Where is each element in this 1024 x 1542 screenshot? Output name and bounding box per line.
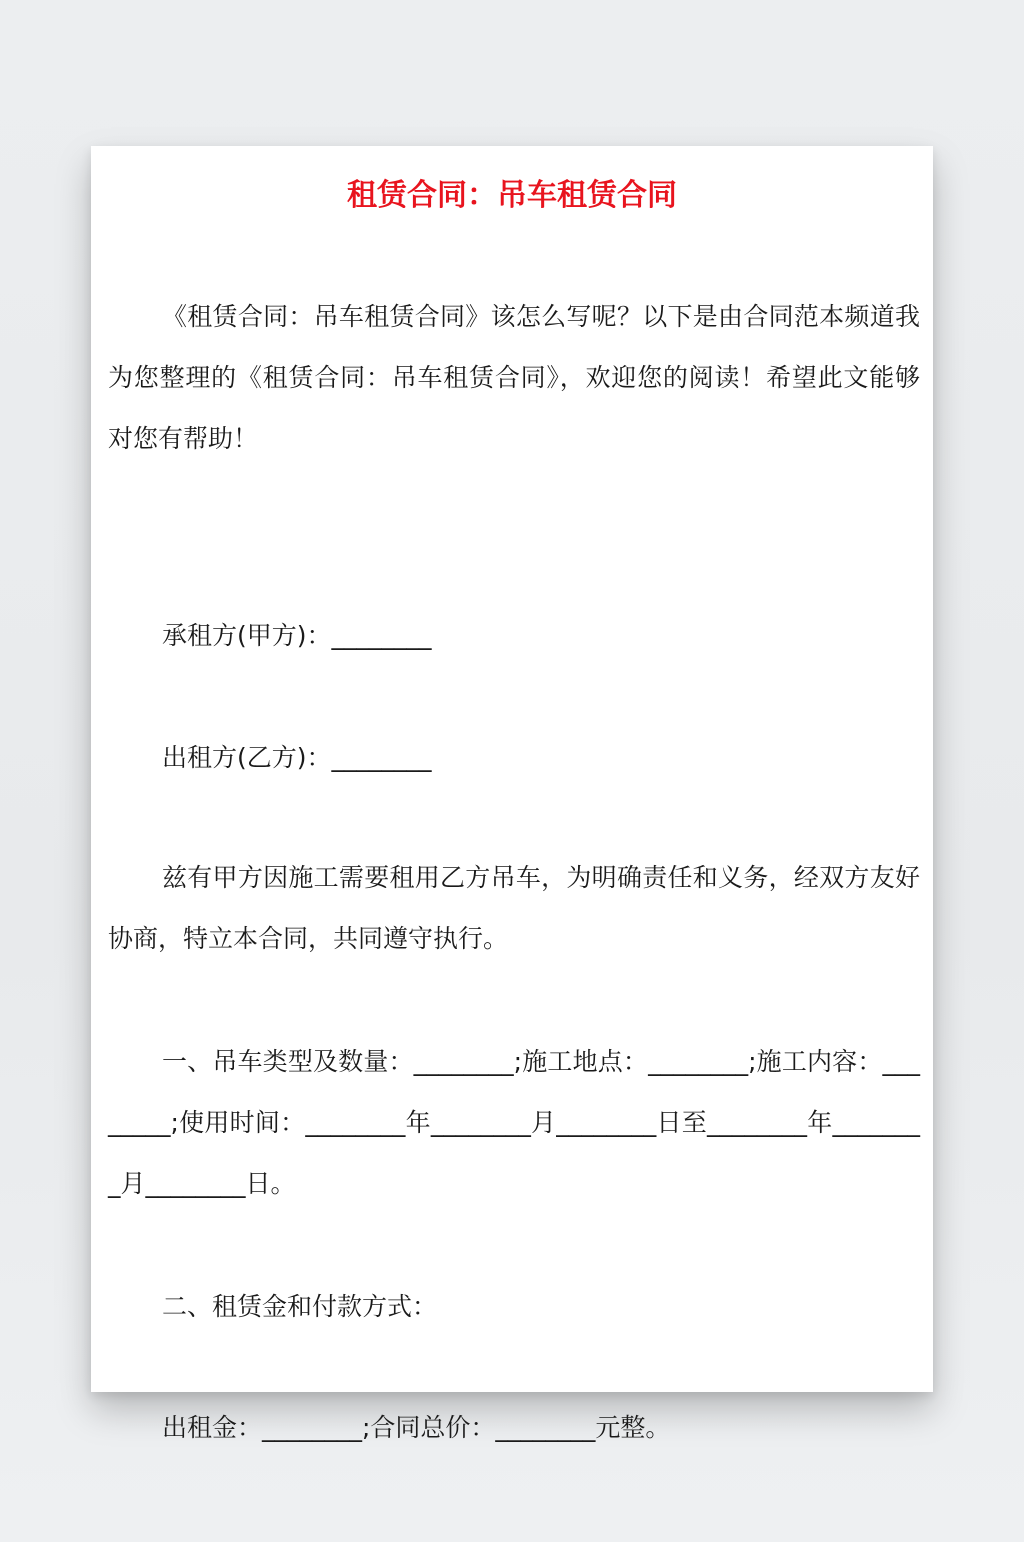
document-page xyxy=(91,146,933,1442)
intro-paragraph: 《租赁合同：吊车租赁合同》该怎么写呢？以下是由合同范本频道我为您整理的《租赁合同：吊车租赁合同》，欢迎您的阅读！希望此文能够对您有帮助！ xyxy=(108,302,920,453)
party-a-line: 承租方(甲方)：________ xyxy=(162,621,432,650)
whereas-paragraph: 兹有甲方因施工需要租用乙方吊车，为明确责任和义务，经双方友好协商，特立本合同，共同遵守执行。 xyxy=(108,863,920,953)
clause-1-crane-type: 一、吊车类型及数量：________;施工地点：________;施工内容：________;使用时间：________年________月________日至________年________月________日。 xyxy=(108,1047,920,1198)
rent-line: 出租金：________;合同总价：________元整。 xyxy=(162,1413,671,1442)
clause-2-heading: 二、租赁金和付款方式： xyxy=(162,1292,438,1321)
party-b-line: 出租方(乙方)：________ xyxy=(162,743,432,772)
document-title: 租赁合同：吊车租赁合同 xyxy=(347,178,677,213)
